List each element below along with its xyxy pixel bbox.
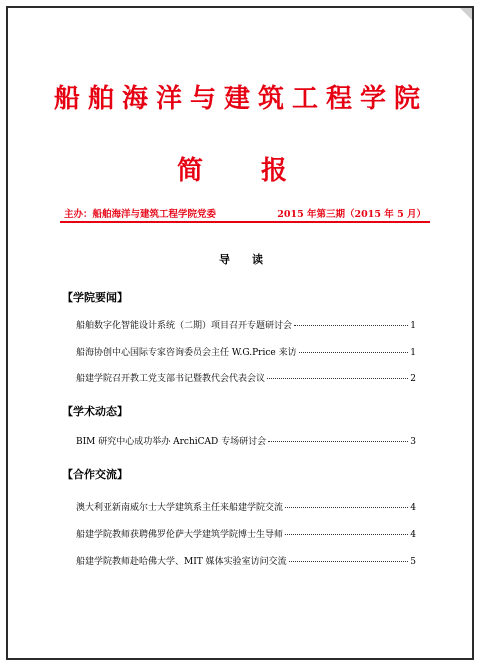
toc-entry-text: 澳大利亚新南威尔士大学建筑系主任来船建学院交流 [76, 503, 284, 513]
dot-leader [294, 325, 408, 326]
toc-heading: 导读 [219, 253, 285, 266]
dot-leader [289, 561, 409, 562]
toc-entry-page: 3 [410, 437, 416, 447]
toc-entry-text: 船建学院教师获聘佛罗伦萨大学建筑学院博士生导师 [76, 530, 284, 540]
toc-entry[interactable] [76, 318, 416, 332]
toc-entry-text: 船建学院召开教工党支部书记暨教代会代表会议 [76, 374, 266, 384]
issue-line: 2015 年第三期（2015 年 5 月） [277, 209, 426, 220]
newsletter-title: 船舶海洋与建筑工程学院 [53, 84, 428, 114]
toc-entry-page: 4 [410, 530, 416, 540]
toc-entry-text: 船建学院教师赴哈佛大学、MIT 媒体实验室访问交流 [76, 557, 287, 567]
toc-entry-page: 1 [410, 321, 416, 331]
toc-entry-page: 4 [410, 503, 416, 513]
toc-entry[interactable] [76, 500, 416, 514]
dot-leader [285, 534, 408, 535]
section-title-college-news: 【学院要闻】 [62, 291, 128, 304]
toc-entry-page: 5 [410, 557, 416, 567]
dot-leader [299, 352, 409, 353]
toc-entry[interactable] [76, 527, 416, 541]
header-divider [60, 221, 430, 223]
dot-leader [285, 507, 408, 508]
page-corner-fold [460, 8, 472, 20]
toc-entry-text: 船海协创中心国际专家咨询委员会主任 W.G.Price 来访 [76, 348, 297, 358]
toc-entry-page: 1 [410, 348, 416, 358]
toc-entry-page: 2 [410, 374, 416, 384]
toc-entry[interactable] [76, 371, 416, 385]
section-title-academic-news: 【学术动态】 [62, 405, 128, 418]
dot-leader [268, 441, 408, 442]
sponsor-line: 主办：船舶海洋与建筑工程学院党委 [64, 209, 217, 220]
toc-entry[interactable] [76, 434, 416, 448]
toc-entry[interactable] [76, 554, 416, 568]
toc-entry[interactable] [76, 345, 416, 359]
dot-leader [267, 378, 408, 379]
toc-entry-text: BIM 研究中心成功举办 ArchiCAD 专场研讨会 [76, 437, 267, 447]
section-title-cooperation: 【合作交流】 [62, 468, 128, 481]
newsletter-subtitle: 简报 [176, 156, 345, 186]
toc-entry-text: 船舶数字化智能设计系统（二期）项目召开专题研讨会 [76, 321, 293, 331]
